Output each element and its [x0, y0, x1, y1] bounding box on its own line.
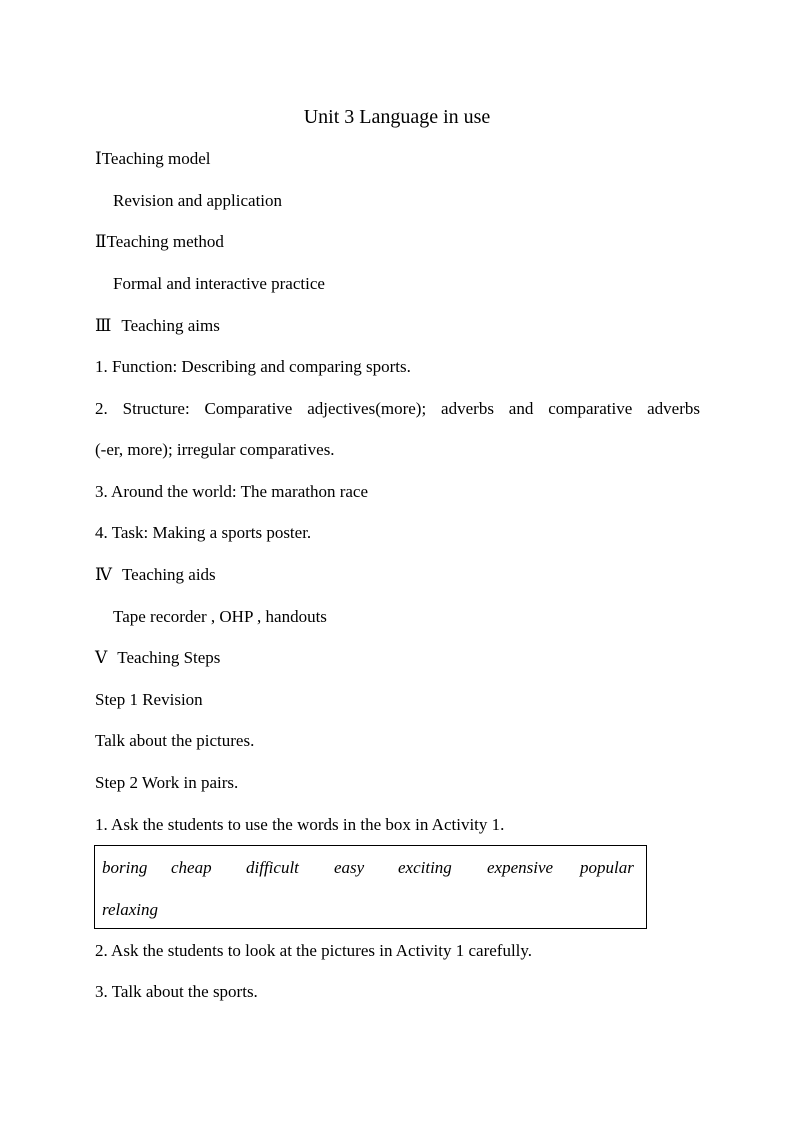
- step-2-item-2: 2. Ask the students to look at the pictures in Activity 1 carefully.: [95, 941, 533, 960]
- word-box-word: difficult: [246, 858, 299, 877]
- roman-numeral: Ⅰ: [95, 149, 102, 168]
- step-2-item-1: 1. Ask the students to use the words in the box in Activity 1.: [95, 815, 505, 834]
- roman-numeral: Ⅳ: [95, 565, 112, 584]
- aim-around-the-world: 3. Around the world: The marathon race: [95, 482, 369, 501]
- word-box-word: cheap: [171, 858, 212, 877]
- word-box-word: exciting: [398, 858, 452, 877]
- step-2-item-3: 3. Talk about the sports.: [95, 982, 258, 1001]
- roman-numeral: Ⅱ: [95, 232, 107, 251]
- section-heading-text: Teaching method: [106, 232, 224, 251]
- roman-numeral: Ⅴ: [95, 648, 108, 667]
- section-heading-text: Teaching model: [101, 149, 211, 168]
- section-heading-teaching-model: [95, 148, 211, 170]
- section-heading-text: Teaching Steps: [117, 648, 221, 667]
- word-box-word: easy: [334, 858, 365, 877]
- aim-function: 1. Function: Describing and comparing sports.: [95, 357, 411, 376]
- page-title: Unit 3 Language in use: [303, 106, 491, 128]
- step-1-text: Talk about the pictures.: [95, 731, 255, 750]
- section-body-teaching-aids: Tape recorder , OHP , handouts: [113, 607, 327, 626]
- aim-task: 4. Task: Making a sports poster.: [95, 523, 312, 542]
- section-heading-teaching-aids: [95, 564, 216, 586]
- section-body-teaching-method: Formal and interactive practice: [113, 274, 325, 293]
- section-body-teaching-model: Revision and application: [113, 191, 283, 210]
- section-heading-text: Teaching aims: [121, 316, 220, 335]
- word-box-word: relaxing: [102, 900, 159, 919]
- step-1-heading: Step 1 Revision: [95, 690, 203, 709]
- aim-structure-line-2: (-er, more); irregular comparatives.: [95, 440, 335, 459]
- step-2-heading: Step 2 Work in pairs.: [95, 773, 239, 792]
- word-box-word: popular: [580, 858, 634, 877]
- section-heading-teaching-method: [95, 231, 224, 253]
- word-box: [94, 845, 647, 929]
- section-heading-text: Teaching aids: [121, 565, 216, 584]
- aim-structure-line-1: 2. Structure: Comparative adjectives(more); adverbs and comparative adverbs: [95, 399, 700, 418]
- roman-numeral: Ⅲ: [95, 316, 112, 335]
- word-box-word: expensive: [487, 858, 554, 877]
- section-heading-teaching-steps: [95, 647, 220, 669]
- section-heading-teaching-aims: [95, 315, 220, 337]
- word-box-word: boring: [102, 858, 148, 877]
